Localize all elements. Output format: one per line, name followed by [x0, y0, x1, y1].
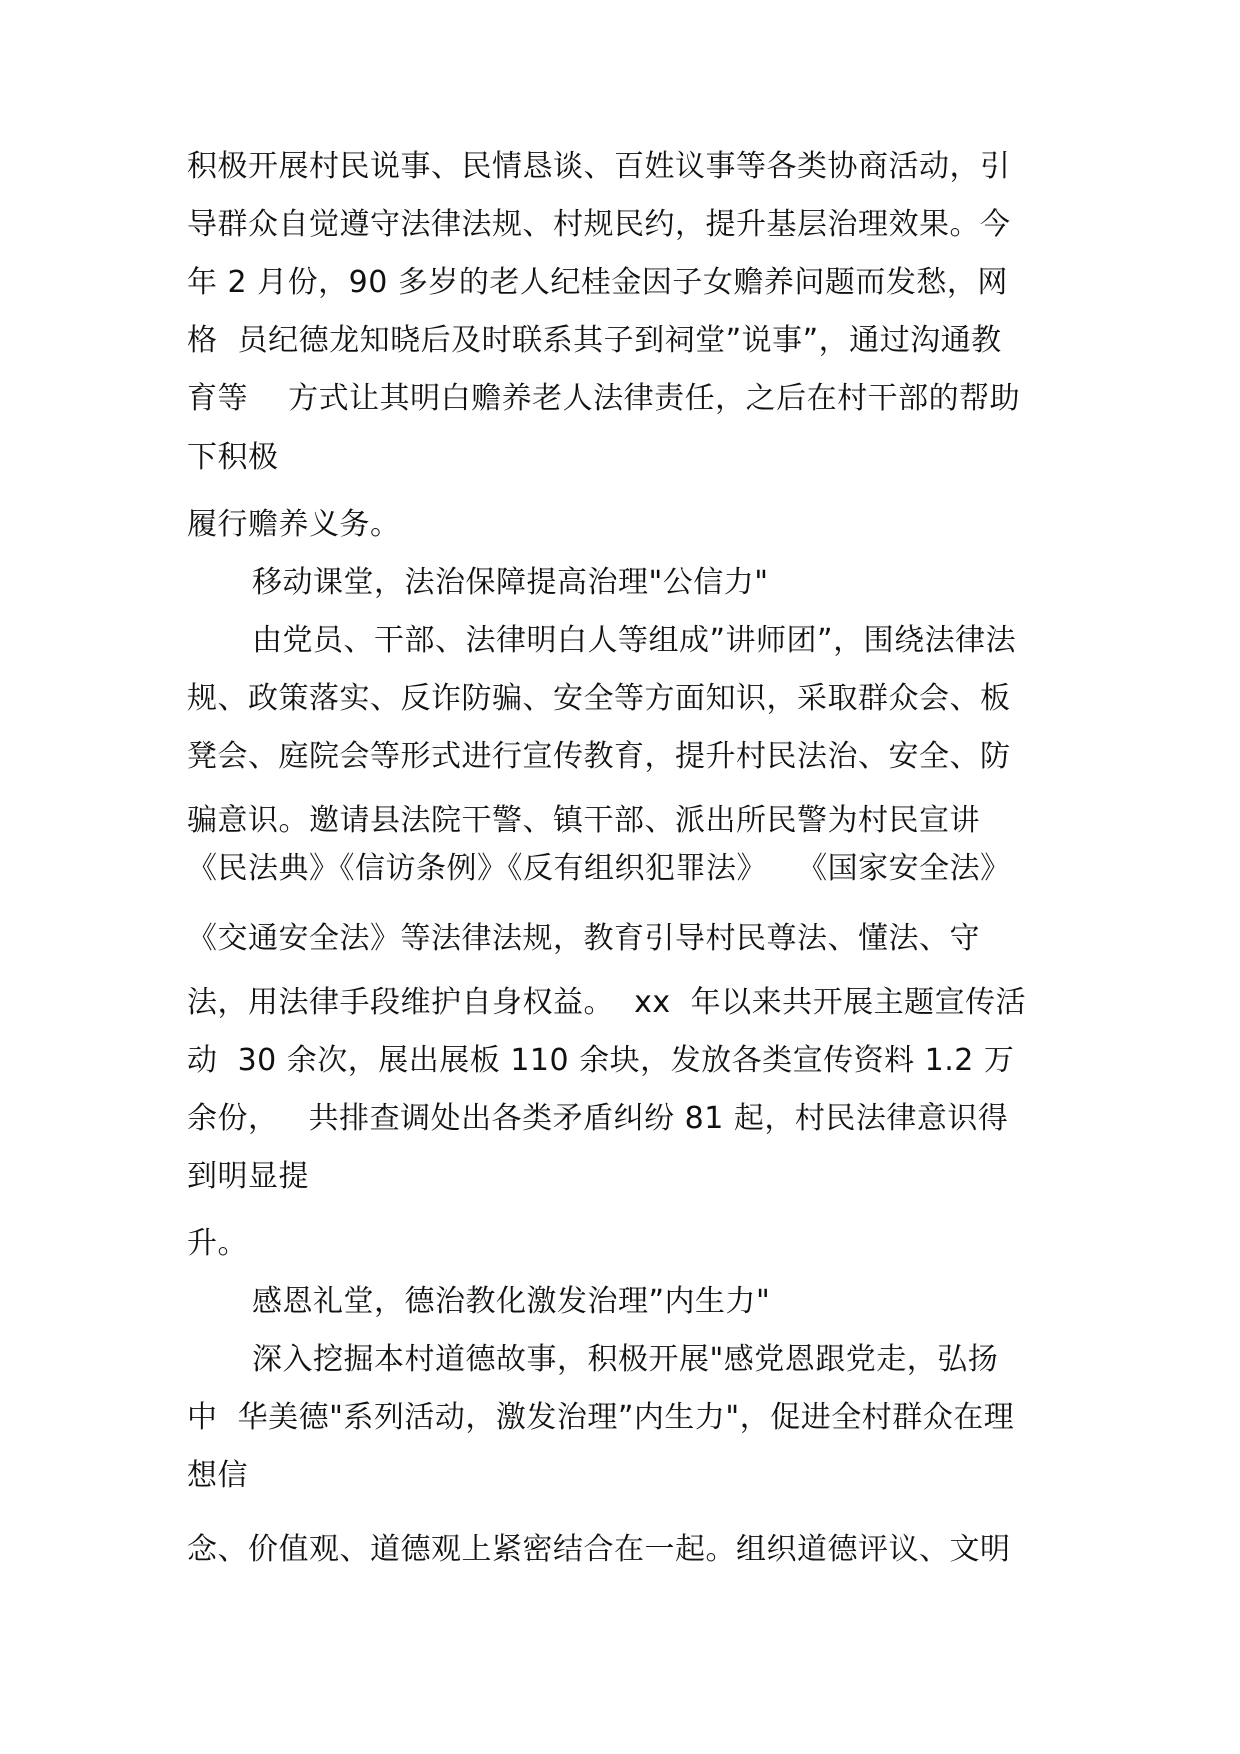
text-line: 念、价值观、道德观上紧密结合在一起。组织道德评议、文明	[187, 1532, 1011, 1567]
text-line: 积极开展村民说事、民情恳谈、百姓议事等各类协商活动，引	[187, 149, 1011, 184]
text-line: 法，用法律手段维护自身权益。 xx 年以来共开展主题宣传活	[187, 985, 1027, 1020]
text-line: 年 2 月份，90 多岁的老人纪桂金因子女赡养问题而发愁，网	[187, 265, 1008, 300]
text-line: 《交通安全法》等法律法规，教育引导村民尊法、懂法、守	[187, 921, 980, 956]
text-line: 导群众自觉遵守法律法规、村规民约，提升基层治理效果。今	[187, 207, 1011, 242]
text-line: 规、政策落实、反诈防骗、安全等方面知识，采取群众会、板	[187, 681, 1011, 716]
text-line: 下积极	[187, 440, 279, 475]
text-line: 到明显提	[187, 1159, 309, 1194]
text-line: 想信	[187, 1458, 248, 1493]
text-line: 由党员、干部、法律明白人等组成”讲师团”，围绕法律法	[252, 623, 1017, 658]
text-line: 余份， 共排查调处出各类矛盾纠纷 81 起，村民法律意识得	[187, 1101, 1009, 1136]
text-line: 《民法典》《信访条例》《反有组织犯罪法》 《国家安全法》	[187, 851, 1011, 886]
text-line: 骗意识。邀请县法院干警、镇干部、派出所民警为村民宣讲	[187, 803, 980, 838]
section-heading: 感恩礼堂，德治教化激发治理”内生力"	[252, 1284, 771, 1319]
text-line: 深入挖掘本村道德故事，积极开展"感党恩跟党走，弘扬	[252, 1342, 999, 1377]
section-heading: 移动课堂，法治保障提高治理"公信力"	[252, 565, 769, 600]
text-line: 育等 方式让其明白赡养老人法律责任，之后在村干部的帮助	[187, 381, 1021, 416]
text-line: 动 30 余次，展出展板 110 余块，发放各类宣传资料 1.2 万	[187, 1043, 1015, 1078]
text-line: 升。	[187, 1226, 248, 1261]
text-line: 凳会、庭院会等形式进行宣传教育，提升村民法治、安全、防	[187, 739, 1011, 774]
text-line: 格 员纪德龙知晓后及时联系其子到祠堂”说事”，通过沟通教	[187, 323, 1002, 358]
text-line: 履行赡养义务。	[187, 507, 401, 542]
text-line: 中 华美德"系列活动，激发治理”内生力"，促进全村群众在理	[187, 1400, 1015, 1435]
